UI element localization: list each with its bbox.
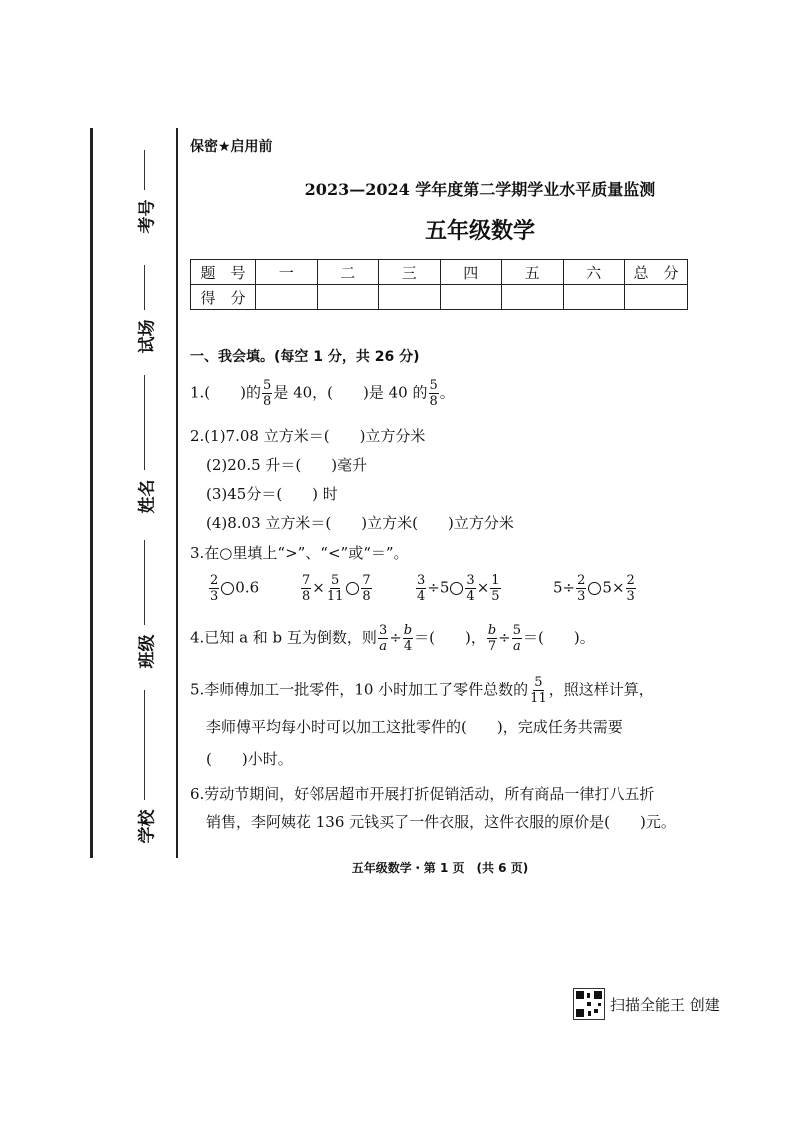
fraction: $\frac{5}{8}$ <box>429 378 438 409</box>
qr-code-icon <box>573 988 605 1020</box>
score-cell[interactable] <box>563 285 625 310</box>
binding-line <box>176 128 178 858</box>
score-table-header: 六 <box>563 260 625 285</box>
exam-room-field[interactable] <box>128 265 168 365</box>
score-row-label: 得 分 <box>191 285 256 310</box>
score-table-header: 五 <box>502 260 564 285</box>
question-5-line-1: 5.李师傅加工一批零件，10 小时加工了零件总数的 $\frac{5}{11}$ ，照这样计算， <box>190 675 654 706</box>
margin-border-line <box>90 128 93 858</box>
page-footer: 五年级数学・第 1 页 (共 6 页) <box>351 861 529 875</box>
question-6-line-1: 6.劳动节期间，好邻居超市开展打折促销活动，所有商品一律打八五折 <box>190 785 655 803</box>
score-cell[interactable] <box>379 285 441 310</box>
score-table-header: 题 号 <box>191 260 256 285</box>
compare-circle[interactable] <box>346 582 359 595</box>
compare-circle[interactable] <box>450 582 463 595</box>
question-5-line-3: ( )小时。 <box>206 750 293 768</box>
compare-circle[interactable] <box>221 582 234 595</box>
score-cell[interactable] <box>317 285 379 310</box>
exam-title: 2023—2024 学年度第二学期学业水平质量监测 <box>304 180 656 199</box>
class-field[interactable] <box>128 540 168 675</box>
compare-expression-4: 5÷ $\frac{2}{3}$ 5× $\frac{2}{3}$ <box>553 573 635 604</box>
score-cell[interactable] <box>256 285 318 310</box>
question-2-line-3: (3)45分＝( ) 时 <box>206 485 338 503</box>
compare-circle[interactable] <box>588 582 601 595</box>
school-label: 学校 <box>137 809 158 844</box>
school-field[interactable] <box>128 690 168 850</box>
score-table-header: 三 <box>379 260 441 285</box>
exam-number-field[interactable] <box>128 150 168 240</box>
watermark-text: 扫描全能王 创建 <box>610 996 720 1014</box>
question-2-line-2: (2)20.5 升＝( )毫升 <box>206 456 368 474</box>
score-cell[interactable] <box>502 285 564 310</box>
question-6-line-2: 销售，李阿姨花 136 元钱买了一件衣服，这件衣服的原价是( )元。 <box>206 813 676 831</box>
score-table-header: 四 <box>440 260 502 285</box>
question-2-line-4: (4)8.03 立方米＝( )立方米( )立方分米 <box>206 514 514 532</box>
score-table-header-row <box>191 260 688 285</box>
fraction: $\frac{5}{8}$ <box>263 378 272 409</box>
exam-room-label: 试场 <box>137 319 158 354</box>
score-cell[interactable] <box>625 285 688 310</box>
section-heading: 一、我会填。(每空 1 分，共 26 分) <box>190 349 420 365</box>
score-table <box>190 259 688 310</box>
class-label: 班级 <box>137 634 158 669</box>
confidential-label: 保密★启用前 <box>190 139 273 155</box>
question-2-line-1: 2.(1)7.08 立方米＝( )立方分米 <box>190 427 426 445</box>
question-5-line-2: 李师傅平均每小时可以加工这批零件的( )，完成任务共需要 <box>206 718 623 736</box>
subject-title: 五年级数学 <box>424 219 535 244</box>
exam-number-label: 考号 <box>137 199 158 234</box>
question-1: 1.( )的 $\frac{5}{8}$ 是 40，( )是 40 的 $\frac{5}{8}$ 。 <box>190 378 455 409</box>
compare-expression-1: $\frac{2}{3}$ 0.6 <box>210 573 260 604</box>
name-field[interactable] <box>128 375 168 525</box>
compare-expression-3: $\frac{3}{4}$ ÷5 $\frac{3}{4}$ × $\frac{1}{5}$ <box>417 573 500 604</box>
score-table-header: 总 分 <box>625 260 688 285</box>
name-label: 姓名 <box>137 479 158 514</box>
score-table-header: 二 <box>317 260 379 285</box>
score-cell[interactable] <box>440 285 502 310</box>
question-3: 3.在○里填上“>”、“<”或“＝”。 <box>190 544 409 562</box>
question-4: 4.已知 a 和 b 互为倒数，则 $\frac{3}{a}$ ÷ $\frac{b}{4}$ ＝( )， $\frac{b}{7}$ ÷ $\frac{5}{a}$ ＝( )。 <box>190 623 595 654</box>
score-table-header: 一 <box>256 260 318 285</box>
score-table-score-row <box>191 285 688 310</box>
compare-expression-2: $\frac{7}{8}$ × $\frac{5}{11}$ $\frac{7}{8}$ <box>302 573 371 604</box>
